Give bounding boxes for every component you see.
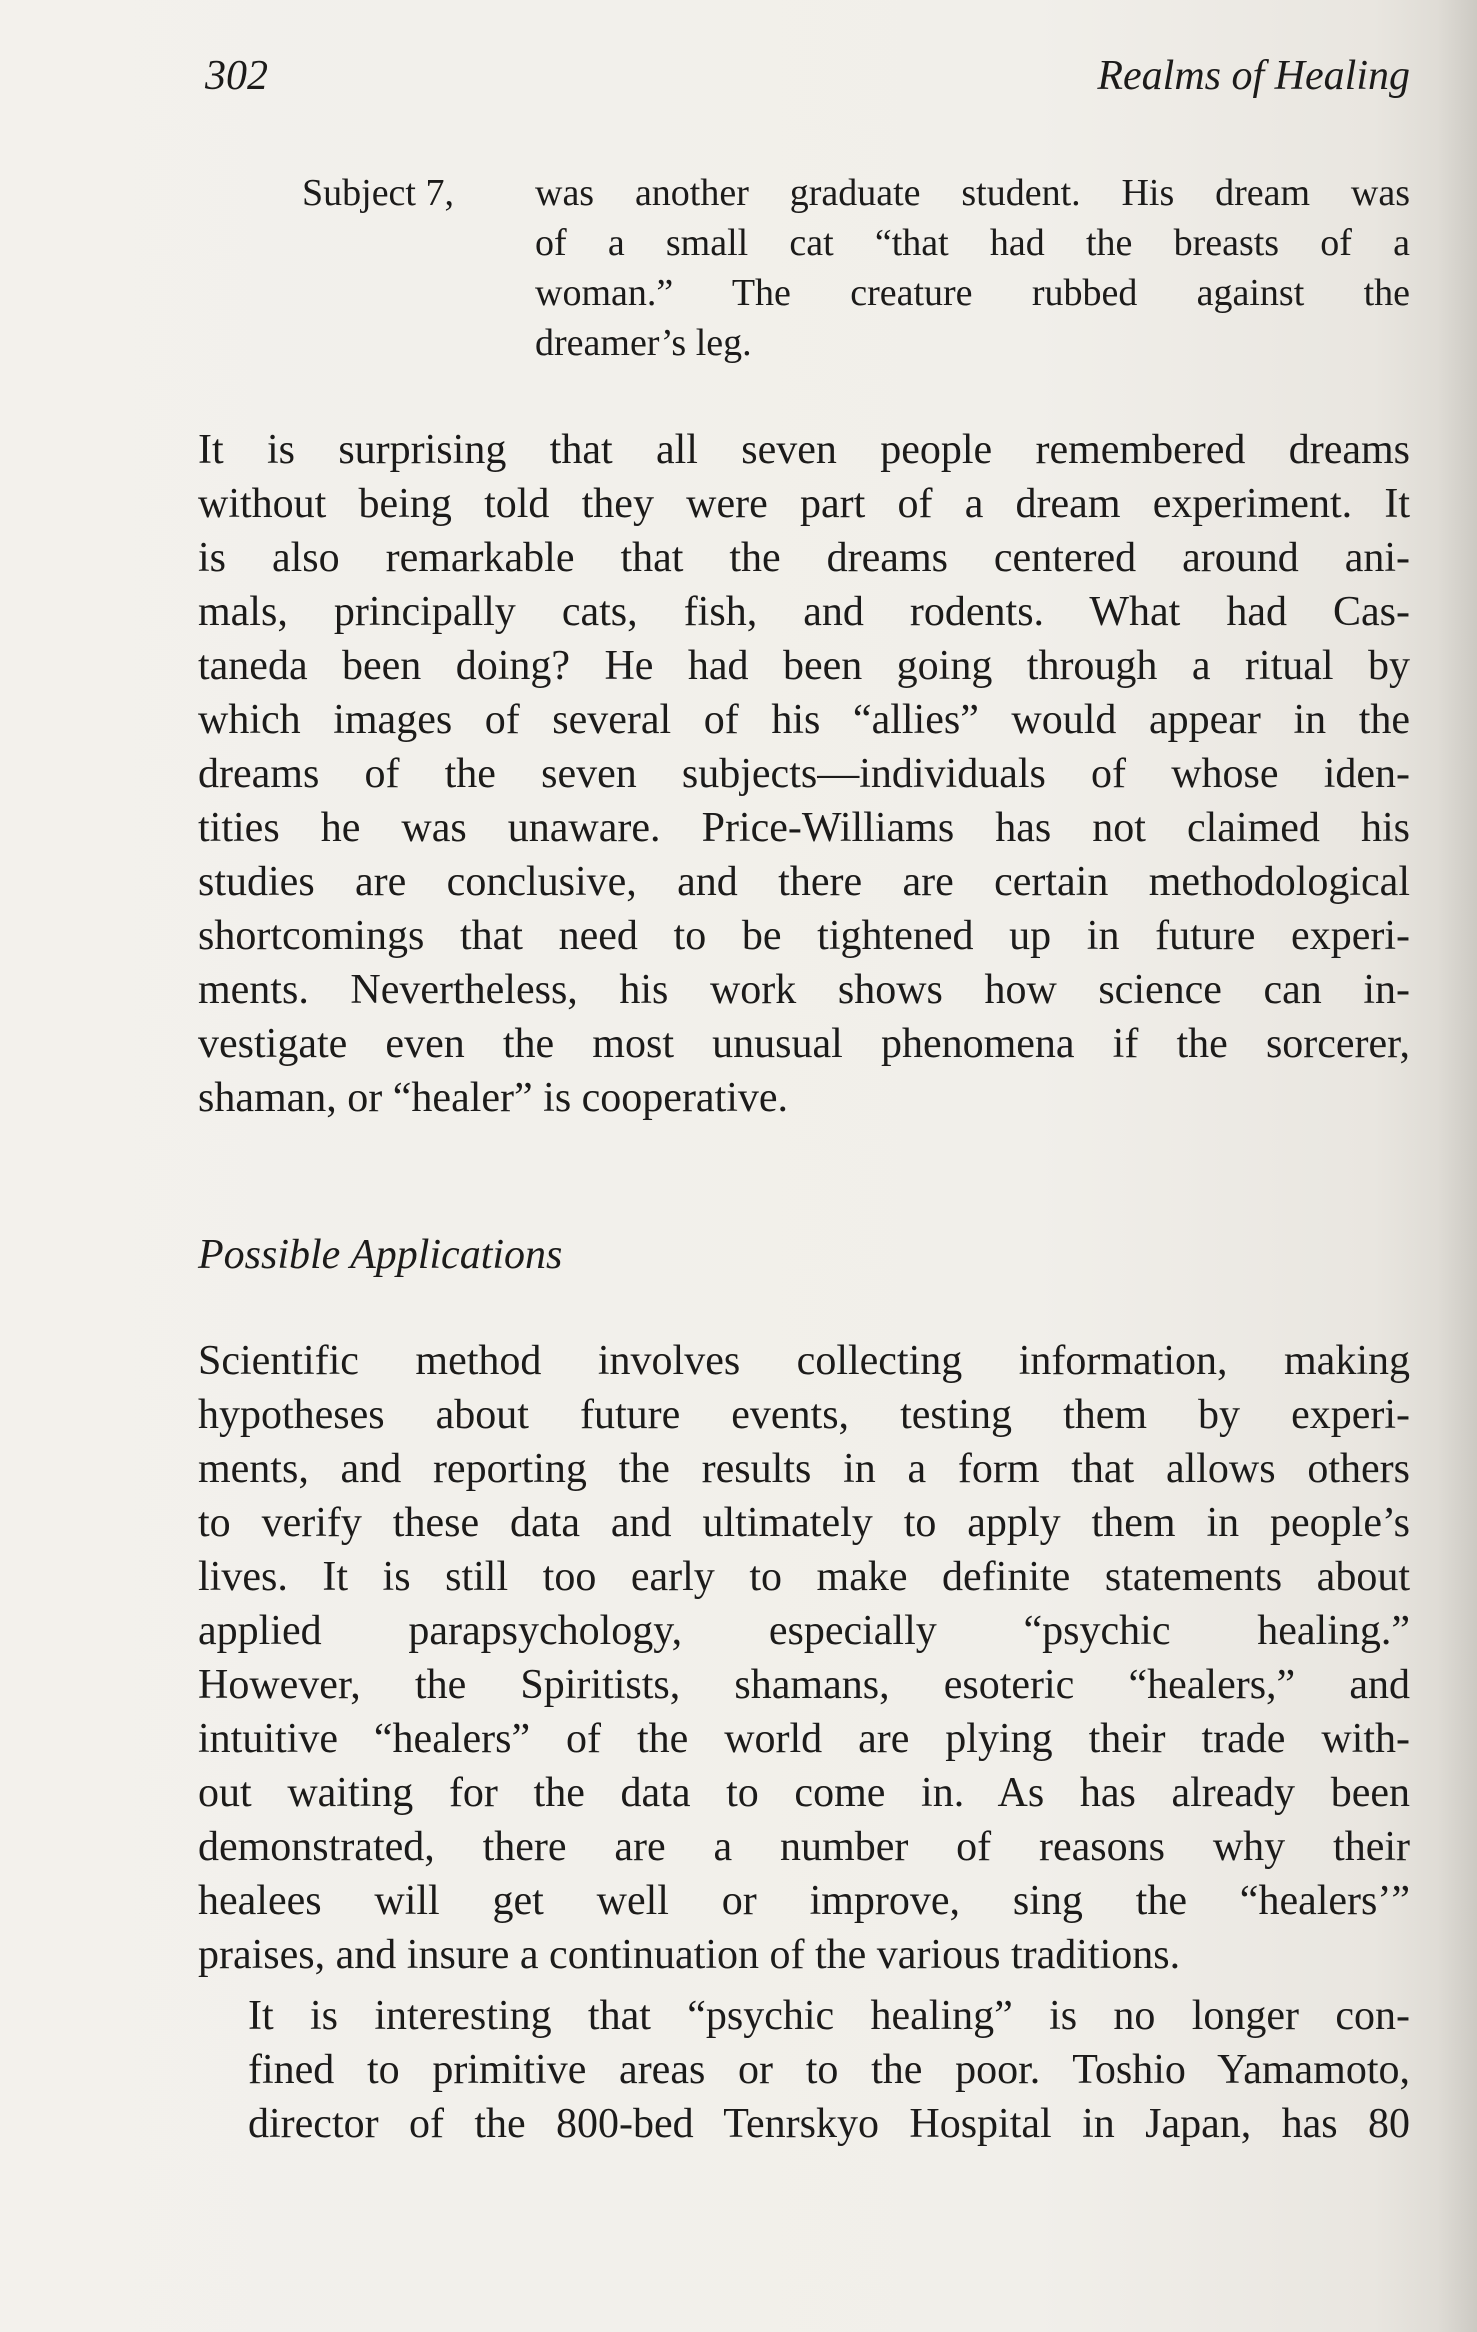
text-line: lives. It is still too early to make definite statements about (198, 1554, 1410, 1600)
running-head (205, 46, 1410, 106)
text-line: director of the 800-bed Tenrskyo Hospital in Japan, has 80 (248, 2101, 1410, 2147)
text-line: applied parapsychology, especially “psychic healing.” (198, 1608, 1410, 1654)
text-line: taneda been doing? He had been going through a ritual by (198, 643, 1410, 689)
text-line: ments. Nevertheless, his work shows how science can in- (198, 967, 1410, 1013)
text-line: without being told they were part of a dream experiment. It (198, 481, 1410, 527)
text-line: mals, principally cats, fish, and rodents. What had Cas- (198, 589, 1410, 635)
text-line: dreams of the seven subjects—individuals of whose iden- (198, 751, 1410, 797)
subject-label: Subject 7, (302, 172, 454, 214)
text-line: to verify these data and ultimately to apply them in people’s (198, 1500, 1410, 1546)
text-line: dreamer’s leg. (535, 322, 752, 364)
text-line: shaman, or “healer” is cooperative. (198, 1075, 789, 1121)
text-line: which images of several of his “allies” would appear in the (198, 697, 1410, 743)
text-line: healees will get well or improve, sing the “healers’” (198, 1878, 1410, 1924)
text-line: demonstrated, there are a number of reasons why their (198, 1824, 1410, 1870)
text-line: intuitive “healers” of the world are plying their trade with- (198, 1716, 1410, 1762)
section-heading: Possible Applications (198, 1232, 563, 1278)
page-number: 302 (205, 53, 268, 99)
text-line: tities he was unaware. Price-Williams has not claimed his (198, 805, 1410, 851)
subject-entry (302, 168, 1410, 380)
paragraph-psychic-healing (198, 1989, 1410, 2151)
text-line: hypotheses about future events, testing them by experi- (198, 1392, 1410, 1438)
text-line: It is surprising that all seven people remembered dreams (198, 427, 1410, 473)
text-line: It is interesting that “psychic healing” is no longer con- (248, 1993, 1410, 2039)
text-line: out waiting for the data to come in. As has already been (198, 1770, 1410, 1816)
paragraph-scientific-method (198, 1334, 1410, 1982)
text-line: woman.” The creature rubbed against the (535, 272, 1410, 314)
page-edge-shadow (1437, 0, 1477, 2332)
text-line: vestigate even the most unusual phenomena if the sorcerer, (198, 1021, 1410, 1067)
text-line: of a small cat “that had the breasts of a (535, 222, 1410, 264)
text-line: praises, and insure a continuation of the various traditions. (198, 1932, 1181, 1978)
subject-description (535, 168, 1410, 368)
paragraph-dream-results (198, 423, 1410, 1125)
text-line: is also remarkable that the dreams centered around ani- (198, 535, 1410, 581)
text-line: shortcomings that need to be tightened up in future experi- (198, 913, 1410, 959)
text-line: Scientific method involves collecting information, making (198, 1338, 1410, 1384)
text-line: was another graduate student. His dream was (535, 172, 1410, 214)
text-line: fined to primitive areas or to the poor. Toshio Yamamoto, (248, 2047, 1410, 2093)
text-line: However, the Spiritists, shamans, esoteric “healers,” and (198, 1662, 1410, 1708)
text-line: studies are conclusive, and there are certain methodological (198, 859, 1410, 905)
text-line: ments, and reporting the results in a form that allows others (198, 1446, 1410, 1492)
running-title: Realms of Healing (1097, 53, 1410, 99)
